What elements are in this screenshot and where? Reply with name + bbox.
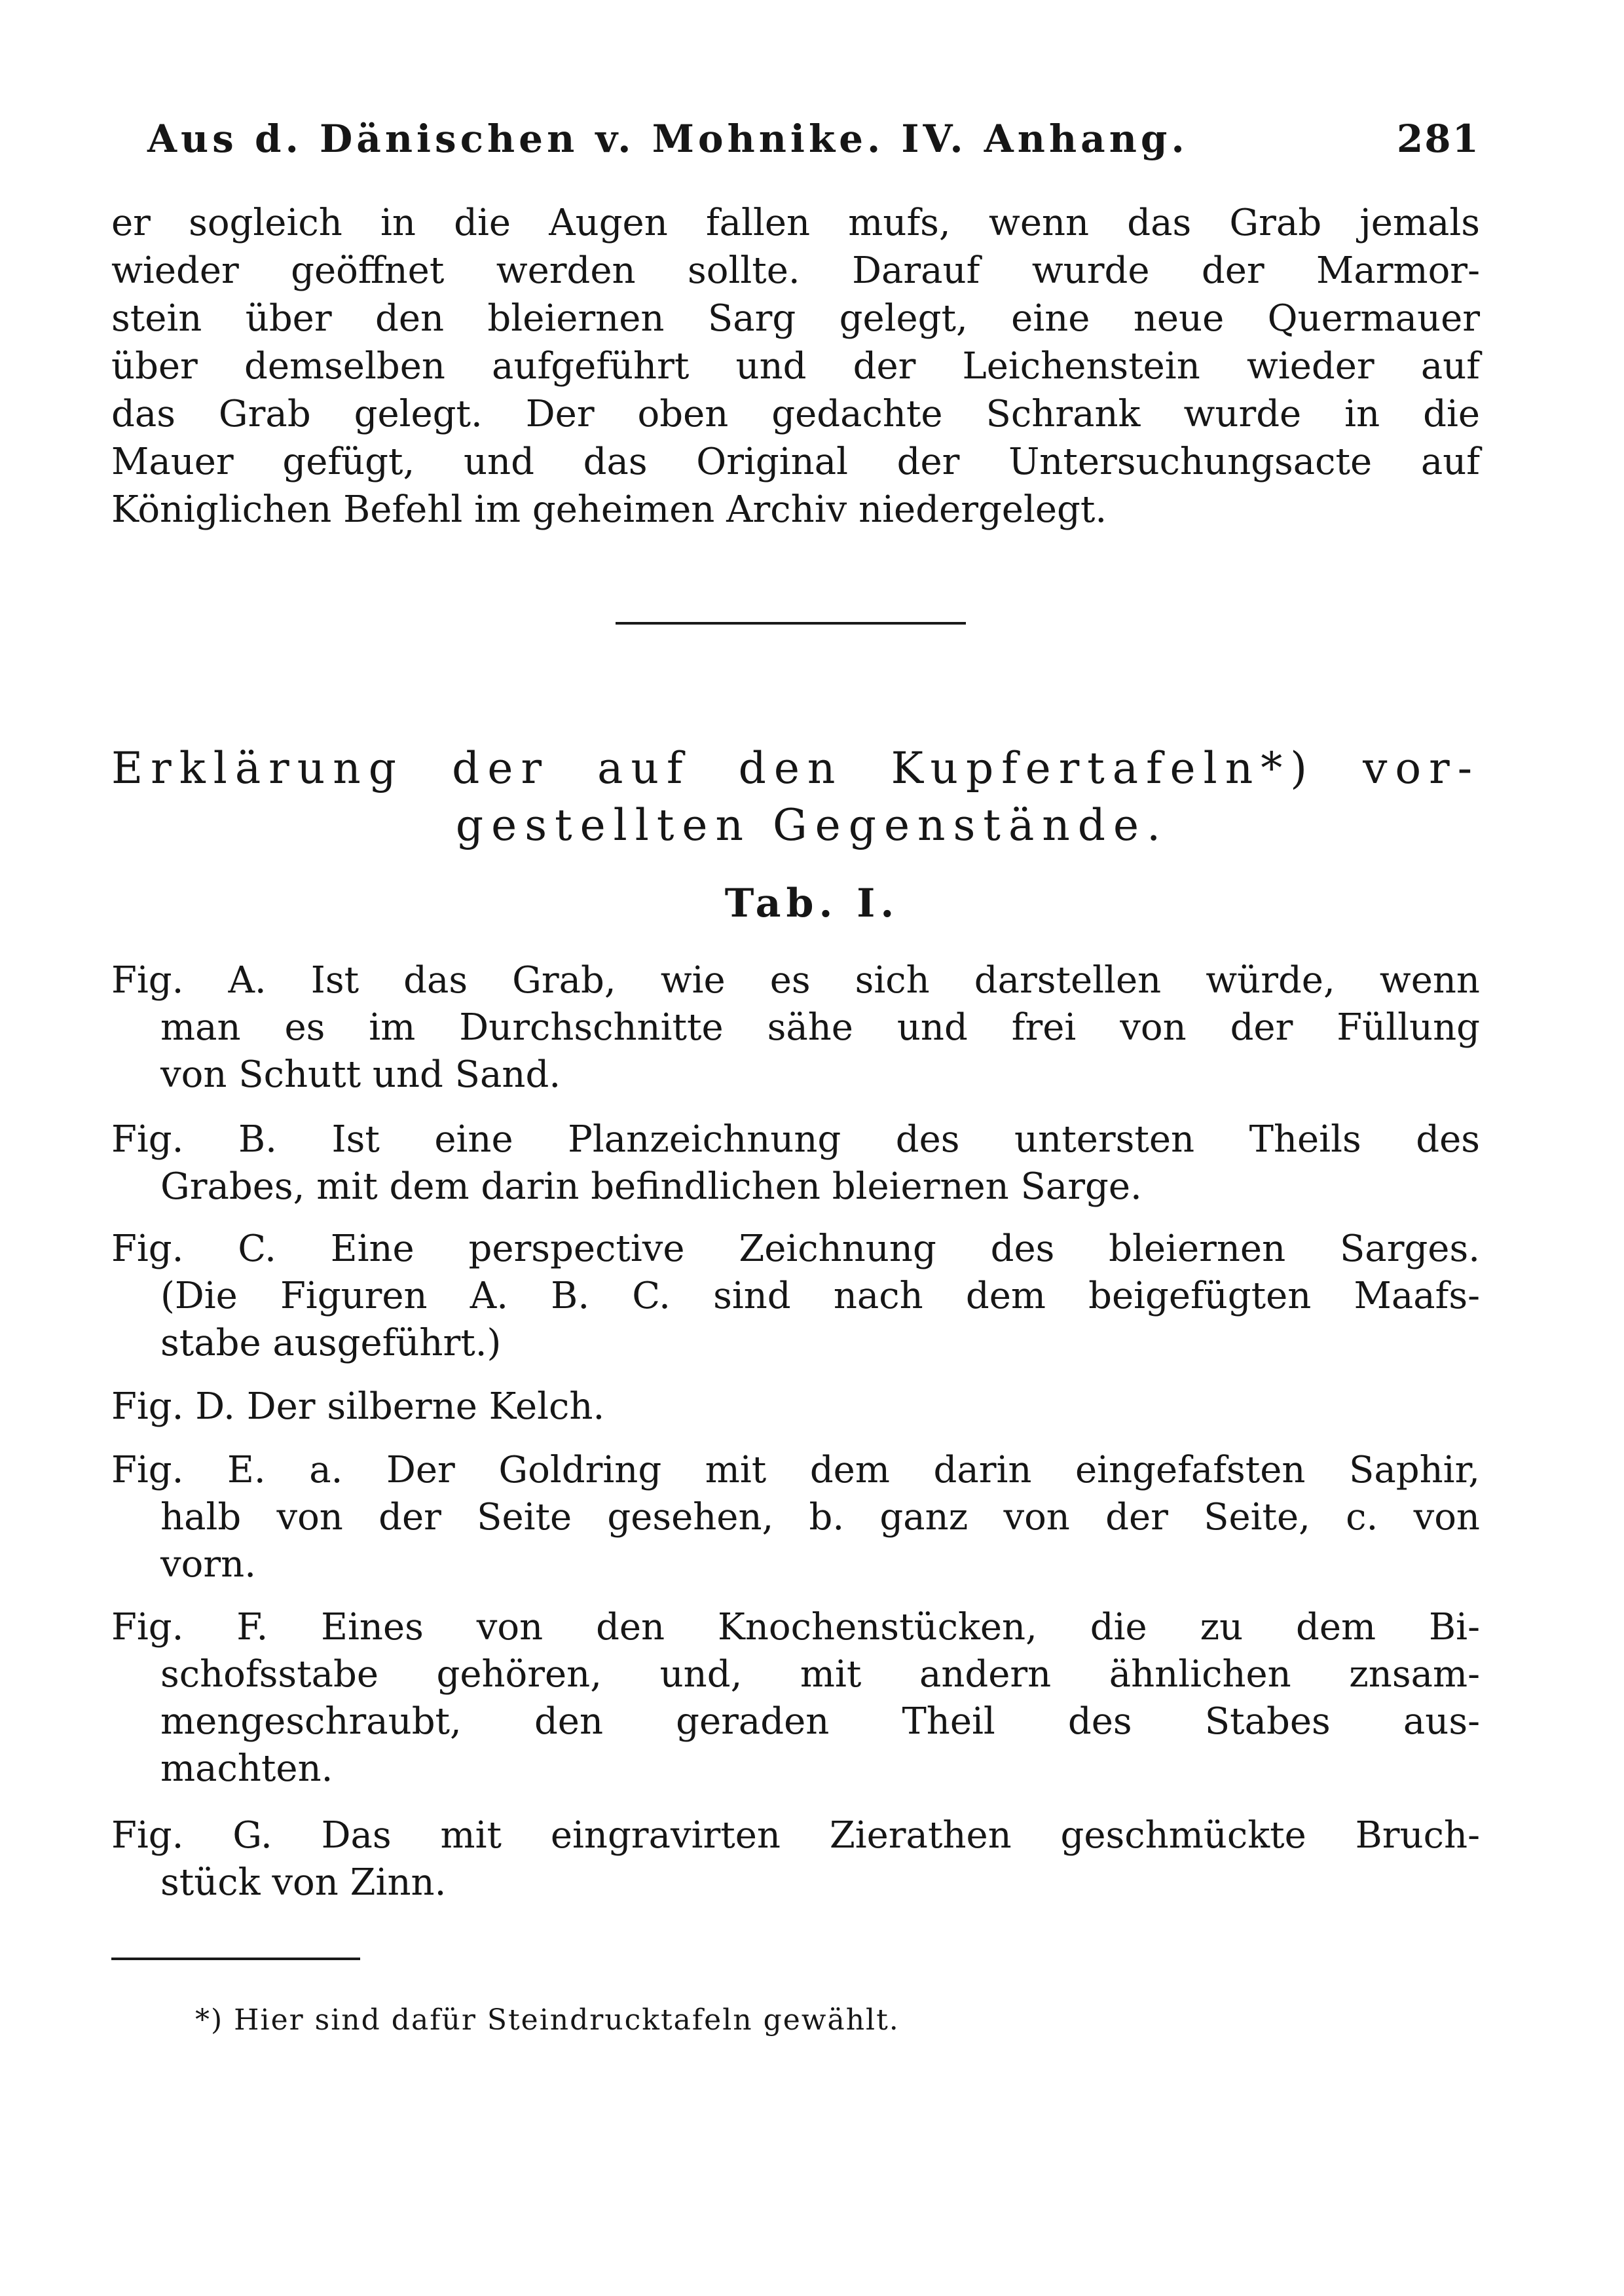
figure-entry-g: Fig. G. Das mit eingravirten Zierathen geschmückte Bruch- [111,1814,1480,1857]
paragraph-line: über demselben aufgeführt und der Leichenstein wieder auf [111,345,1480,388]
figure-entry-a-line: von Schutt und Sand. [160,1053,561,1096]
paragraph-line: das Grab gelegt. Der oben gedachte Schrank wurde in die [111,393,1480,435]
section-title-line1: Erklärung der auf den Kupfertafeln*) vor- [111,743,1480,793]
paragraph-line: er sogleich in die Augen fallen mufs, wenn das Grab jemals [111,202,1480,244]
figure-entry-b-line: Grabes, mit dem darin befindlichen bleiernen Sarge. [160,1165,1142,1208]
figure-entry-c-line: (Die Figuren A. B. C. sind nach dem beigefügten Maafs- [160,1275,1480,1317]
footnote: *) Hier sind dafür Steindrucktafeln gewählt. [195,2003,900,2037]
running-title: Aus d. Dänischen v. Mohnike. IV. Anhang. [147,117,1189,161]
paragraph-line: Mauer gefügt, und das Original der Untersuchungsacte auf [111,441,1480,483]
running-header [147,117,1480,169]
figure-entry-e-line: vorn. [160,1543,256,1586]
footnote-rule [111,1958,360,1960]
figure-entry-f-line: machten. [160,1747,333,1790]
figure-entry-c: Fig. C. Eine perspective Zeichnung des bleiernen Sarges. [111,1228,1480,1270]
figure-entry-f-line: schofsstabe gehören, und, mit andern ähnlichen znsam- [160,1653,1480,1696]
section-title-line2: gestellten Gegenstände. [455,800,1169,850]
page-number: 281 [1396,117,1480,161]
figure-entry-e: Fig. E. a. Der Goldring mit dem darin eingefafsten Saphir, [111,1449,1480,1491]
figure-entry-c-line: stabe ausgeführt.) [160,1322,502,1364]
figure-entry-e-line: halb von der Seite gesehen, b. ganz von der Seite, c. von [160,1496,1480,1539]
plate-title: Tab. I. [724,881,900,926]
figure-entry-f: Fig. F. Eines von den Knochenstücken, die zu dem Bi- [111,1606,1480,1649]
figure-entry-d: Fig. D. Der silberne Kelch. [111,1385,605,1428]
paragraph-line: Königlichen Befehl im geheimen Archiv niedergelegt. [111,488,1107,531]
figure-entry-g-line: stück von Zinn. [160,1861,447,1904]
figure-entry-f-line: mengeschraubt, den geraden Theil des Stabes aus- [160,1700,1480,1743]
figure-entry-b: Fig. B. Ist eine Planzeichnung des untersten Theils des [111,1118,1480,1161]
figure-entry-a-line: man es im Durchschnitte sähe und frei von der Füllung [160,1006,1480,1049]
paragraph-line: wieder geöffnet werden sollte. Darauf wurde der Marmor- [111,249,1480,292]
section-divider-rule [616,622,966,625]
paragraph-line: stein über den bleiernen Sarg gelegt, eine neue Quermauer [111,297,1480,340]
figure-entry-a: Fig. A. Ist das Grab, wie es sich darstellen würde, wenn [111,959,1480,1002]
